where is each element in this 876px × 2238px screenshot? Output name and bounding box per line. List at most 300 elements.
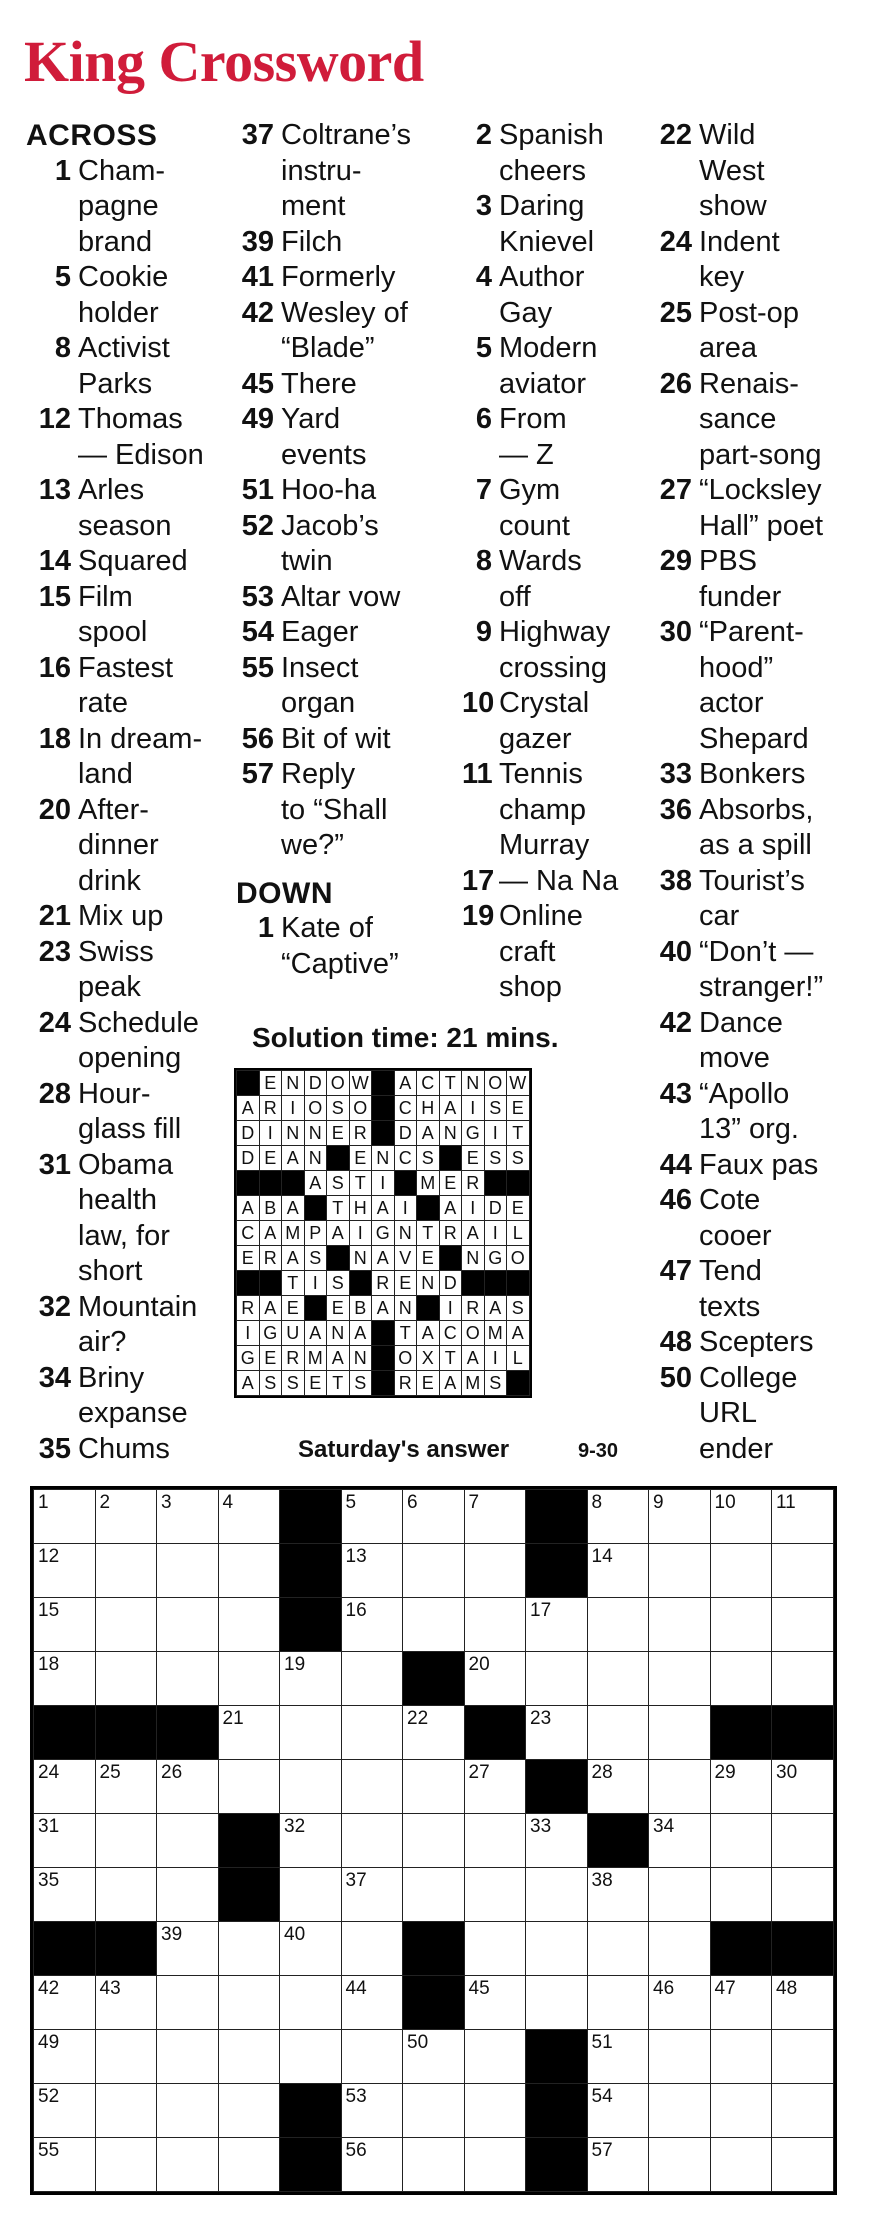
grid-cell[interactable] xyxy=(280,1814,342,1868)
grid-cell[interactable] xyxy=(341,1760,403,1814)
clue-number: 5 xyxy=(475,332,492,364)
clue-text: Daring Knievel xyxy=(499,190,595,258)
grid-cell[interactable] xyxy=(34,1652,96,1706)
clue-item[interactable] xyxy=(26,580,231,651)
grid-cell[interactable] xyxy=(341,2138,403,2192)
solution-cell: X xyxy=(417,1346,440,1371)
grid-cell[interactable] xyxy=(587,2084,649,2138)
crossword-grid[interactable] xyxy=(30,1486,837,2195)
solution-cell: I xyxy=(372,1171,395,1196)
solution-block xyxy=(484,1271,507,1296)
grid-cell[interactable] xyxy=(95,1814,157,1868)
cell-number: 5 xyxy=(345,1492,357,1513)
grid-cell[interactable] xyxy=(526,1976,588,2030)
clue-number: 55 xyxy=(241,651,274,684)
clue-text: Hoo-ha xyxy=(281,474,377,506)
grid-cell[interactable] xyxy=(526,1922,588,1976)
solution-block xyxy=(304,1196,327,1221)
clue-item[interactable] xyxy=(236,225,458,261)
clue-item[interactable] xyxy=(462,864,647,900)
grid-cell[interactable] xyxy=(280,1706,342,1760)
clue-item[interactable] xyxy=(462,118,647,189)
grid-cell[interactable] xyxy=(341,1814,403,1868)
clue-number: 51 xyxy=(241,474,274,506)
clue-item[interactable] xyxy=(462,615,647,686)
clue-item[interactable] xyxy=(236,911,458,982)
clue-item[interactable] xyxy=(236,615,458,651)
grid-cell[interactable] xyxy=(218,1652,280,1706)
solution-cell: E xyxy=(259,1346,282,1371)
solution-cell: O xyxy=(507,1246,530,1271)
grid-cell[interactable] xyxy=(34,1814,96,1868)
solution-cell: S xyxy=(484,1371,507,1396)
grid-cell[interactable] xyxy=(95,1490,157,1544)
grid-cell[interactable] xyxy=(280,1976,342,2030)
grid-cell[interactable] xyxy=(157,1544,219,1598)
clue-item[interactable] xyxy=(462,757,647,864)
grid-cell[interactable] xyxy=(403,2030,465,2084)
grid-cell[interactable] xyxy=(649,1490,711,1544)
grid-block xyxy=(526,1490,588,1544)
clue-item[interactable] xyxy=(236,118,458,225)
grid-cell[interactable] xyxy=(710,2030,772,2084)
clue-item[interactable] xyxy=(652,864,876,935)
cell-number: 27 xyxy=(468,1762,490,1783)
solution-cell: B xyxy=(349,1296,372,1321)
clue-text: Bit of wit xyxy=(281,722,391,755)
clue-item[interactable] xyxy=(652,1183,876,1254)
grid-cell[interactable] xyxy=(403,2084,465,2138)
clue-item[interactable] xyxy=(236,722,458,758)
clue-text: Filch xyxy=(281,225,343,258)
grid-cell[interactable] xyxy=(587,2030,649,2084)
clue-number: 37 xyxy=(241,119,274,151)
grid-cell[interactable] xyxy=(34,1976,96,2030)
grid-cell[interactable] xyxy=(649,1652,711,1706)
clue-item[interactable] xyxy=(236,757,458,864)
solution-cell: S xyxy=(417,1146,440,1171)
grid-cell[interactable] xyxy=(403,1868,465,1922)
grid-cell[interactable] xyxy=(710,2084,772,2138)
grid-cell[interactable] xyxy=(403,2138,465,2192)
grid-cell[interactable] xyxy=(710,1760,772,1814)
cell-number: 17 xyxy=(530,1600,552,1621)
solution-cell: I xyxy=(304,1271,327,1296)
clue-item[interactable] xyxy=(26,402,231,473)
grid-cell[interactable] xyxy=(587,1652,649,1706)
solution-cell: A xyxy=(417,1321,440,1346)
clue-item[interactable] xyxy=(462,260,647,331)
grid-cell[interactable] xyxy=(649,1868,711,1922)
clue-item[interactable] xyxy=(26,1432,231,1468)
grid-cell[interactable] xyxy=(710,1976,772,2030)
grid-cell[interactable] xyxy=(772,1598,834,1652)
solution-cell: R xyxy=(462,1296,485,1321)
cell-number: 50 xyxy=(407,2032,429,2053)
solution-cell: O xyxy=(462,1321,485,1346)
grid-cell[interactable] xyxy=(95,1868,157,1922)
clue-item[interactable] xyxy=(652,1361,876,1468)
grid-cell[interactable] xyxy=(464,1814,526,1868)
clue-item[interactable] xyxy=(652,935,876,1006)
cell-number: 39 xyxy=(161,1924,183,1945)
grid-cell[interactable] xyxy=(772,1976,834,2030)
clue-item[interactable] xyxy=(462,544,647,615)
grid-cell[interactable] xyxy=(95,1598,157,1652)
solution-block xyxy=(372,1096,395,1121)
clue-item[interactable] xyxy=(462,331,647,402)
clue-item[interactable] xyxy=(236,580,458,616)
grid-cell[interactable] xyxy=(403,1490,465,1544)
grid-cell[interactable] xyxy=(280,1868,342,1922)
grid-cell[interactable] xyxy=(526,1706,588,1760)
grid-cell[interactable] xyxy=(710,1868,772,1922)
grid-cell[interactable] xyxy=(772,2084,834,2138)
grid-cell[interactable] xyxy=(95,1976,157,2030)
grid-cell[interactable] xyxy=(157,1922,219,1976)
grid-cell[interactable] xyxy=(341,1598,403,1652)
grid-cell[interactable] xyxy=(341,2084,403,2138)
solution-cell: B xyxy=(259,1196,282,1221)
solution-cell: N xyxy=(462,1246,485,1271)
grid-cell[interactable] xyxy=(710,1598,772,1652)
clue-item[interactable] xyxy=(26,899,231,935)
grid-cell[interactable] xyxy=(772,2030,834,2084)
clue-number: 41 xyxy=(241,261,274,293)
grid-cell[interactable] xyxy=(649,1922,711,1976)
grid-cell[interactable] xyxy=(157,1814,219,1868)
clue-item[interactable] xyxy=(26,722,231,793)
grid-cell[interactable] xyxy=(526,1652,588,1706)
clue-text: Scepters xyxy=(699,1326,814,1358)
solution-cell: S xyxy=(507,1146,530,1171)
grid-block xyxy=(772,1706,834,1760)
clue-item[interactable] xyxy=(652,1325,876,1361)
grid-cell[interactable] xyxy=(34,1544,96,1598)
grid-cell[interactable] xyxy=(649,1760,711,1814)
grid-cell[interactable] xyxy=(587,1976,649,2030)
clue-item[interactable] xyxy=(26,793,231,900)
grid-cell[interactable] xyxy=(341,1868,403,1922)
grid-cell[interactable] xyxy=(772,1652,834,1706)
clue-text: Hour- glass fill xyxy=(78,1077,182,1145)
clue-text: Wild West show xyxy=(699,119,767,222)
grid-cell[interactable] xyxy=(341,1976,403,2030)
clue-number: 44 xyxy=(659,1148,692,1181)
grid-cell[interactable] xyxy=(95,2084,157,2138)
clue-item[interactable] xyxy=(652,1006,876,1077)
clue-item[interactable] xyxy=(462,899,647,1006)
solution-cell: C xyxy=(417,1071,440,1096)
clue-number: 8 xyxy=(475,545,492,577)
clue-item[interactable] xyxy=(236,509,458,580)
cell-number: 15 xyxy=(38,1600,60,1621)
grid-cell[interactable] xyxy=(218,1706,280,1760)
solution-cell: E xyxy=(417,1371,440,1396)
clue-item[interactable] xyxy=(26,651,231,722)
grid-cell[interactable] xyxy=(403,1598,465,1652)
solution-cell: O xyxy=(349,1096,372,1121)
grid-cell[interactable] xyxy=(157,1598,219,1652)
grid-cell[interactable] xyxy=(710,1652,772,1706)
clue-item[interactable] xyxy=(26,1148,231,1290)
grid-cell[interactable] xyxy=(218,2138,280,2192)
clue-item[interactable] xyxy=(236,651,458,722)
grid-cell[interactable] xyxy=(403,1544,465,1598)
grid-cell[interactable] xyxy=(95,1544,157,1598)
clue-item[interactable] xyxy=(652,757,876,793)
cell-number: 14 xyxy=(591,1546,613,1567)
grid-cell[interactable] xyxy=(649,2030,711,2084)
clue-text: “Parent- hood” actor Shepard xyxy=(699,616,809,755)
grid-cell[interactable] xyxy=(157,1490,219,1544)
clue-item[interactable] xyxy=(236,367,458,403)
clue-number: 31 xyxy=(38,1148,71,1181)
grid-cell[interactable] xyxy=(341,1652,403,1706)
clue-item[interactable] xyxy=(652,1077,876,1148)
grid-cell[interactable] xyxy=(34,2030,96,2084)
clue-item[interactable] xyxy=(26,1290,231,1361)
clue-item[interactable] xyxy=(26,260,231,331)
grid-cell[interactable] xyxy=(464,1760,526,1814)
grid-cell[interactable] xyxy=(218,1598,280,1652)
solution-block xyxy=(372,1321,395,1346)
clue-text: Activist Parks xyxy=(78,332,170,400)
grid-cell[interactable] xyxy=(464,1922,526,1976)
grid-cell[interactable] xyxy=(34,1868,96,1922)
clue-number: 46 xyxy=(659,1184,692,1216)
clue-item[interactable] xyxy=(652,615,876,757)
grid-cell[interactable] xyxy=(95,2030,157,2084)
grid-cell[interactable] xyxy=(95,1760,157,1814)
grid-cell[interactable] xyxy=(341,1544,403,1598)
grid-cell[interactable] xyxy=(34,1598,96,1652)
grid-cell[interactable] xyxy=(587,1544,649,1598)
cell-number: 1 xyxy=(38,1492,49,1513)
clue-item[interactable] xyxy=(26,473,231,544)
clue-item[interactable] xyxy=(652,793,876,864)
grid-cell[interactable] xyxy=(772,1868,834,1922)
solution-block xyxy=(372,1071,395,1096)
solution-cell: E xyxy=(462,1146,485,1171)
solution-block xyxy=(394,1171,417,1196)
clues-column-2 xyxy=(236,118,458,982)
clue-number: 26 xyxy=(659,367,692,400)
clue-item[interactable] xyxy=(462,686,647,757)
solution-cell: A xyxy=(372,1296,395,1321)
grid-cell[interactable] xyxy=(649,1706,711,1760)
grid-cell[interactable] xyxy=(95,2138,157,2192)
clue-item[interactable] xyxy=(26,935,231,1006)
grid-cell[interactable] xyxy=(34,2138,96,2192)
grid-cell[interactable] xyxy=(649,1598,711,1652)
grid-cell[interactable] xyxy=(464,2138,526,2192)
grid-cell[interactable] xyxy=(341,2030,403,2084)
grid-cell[interactable] xyxy=(157,1976,219,2030)
clue-item[interactable] xyxy=(652,296,876,367)
solution-cell: W xyxy=(349,1071,372,1096)
grid-cell[interactable] xyxy=(280,1652,342,1706)
grid-cell[interactable] xyxy=(34,2084,96,2138)
grid-cell[interactable] xyxy=(587,1490,649,1544)
clue-item[interactable] xyxy=(652,473,876,544)
grid-cell[interactable] xyxy=(218,2030,280,2084)
grid-cell[interactable] xyxy=(710,1490,772,1544)
grid-cell[interactable] xyxy=(157,1868,219,1922)
clue-item[interactable] xyxy=(652,544,876,615)
grid-cell[interactable] xyxy=(280,2030,342,2084)
clue-list xyxy=(236,911,458,982)
grid-cell[interactable] xyxy=(587,2138,649,2192)
solution-block xyxy=(507,1171,530,1196)
clue-item[interactable] xyxy=(652,1254,876,1325)
grid-cell[interactable] xyxy=(649,1976,711,2030)
solution-cell: N xyxy=(304,1146,327,1171)
clue-item[interactable] xyxy=(26,544,231,580)
grid-cell[interactable] xyxy=(403,1706,465,1760)
clue-number: 17 xyxy=(462,864,495,897)
cell-number: 45 xyxy=(468,1978,490,1999)
grid-cell[interactable] xyxy=(218,1976,280,2030)
grid-cell[interactable] xyxy=(587,1760,649,1814)
clue-item[interactable] xyxy=(236,260,458,296)
clue-number: 21 xyxy=(38,900,71,932)
grid-cell[interactable] xyxy=(403,1814,465,1868)
grid-cell[interactable] xyxy=(526,1814,588,1868)
grid-cell[interactable] xyxy=(710,2138,772,2192)
grid-cell[interactable] xyxy=(218,1760,280,1814)
clue-item[interactable] xyxy=(652,225,876,296)
solution-cell: R xyxy=(462,1171,485,1196)
solution-cell: T xyxy=(439,1071,462,1096)
clue-item[interactable] xyxy=(236,402,458,473)
grid-cell[interactable] xyxy=(772,1760,834,1814)
solution-block xyxy=(417,1296,440,1321)
grid-block xyxy=(280,2138,342,2192)
clue-number: 10 xyxy=(462,687,495,719)
grid-cell[interactable] xyxy=(464,1598,526,1652)
cell-number: 13 xyxy=(345,1546,367,1567)
clue-number: 19 xyxy=(462,900,495,932)
grid-cell[interactable] xyxy=(772,1490,834,1544)
clue-item[interactable] xyxy=(462,473,647,544)
cell-number: 9 xyxy=(653,1492,664,1513)
clue-text: Arles season xyxy=(78,474,172,542)
solution-cell: R xyxy=(282,1346,305,1371)
clue-item[interactable] xyxy=(652,367,876,474)
clue-item[interactable] xyxy=(26,331,231,402)
clue-number: 33 xyxy=(659,758,692,790)
solution-block xyxy=(327,1246,350,1271)
clue-text: “Locksley Hall” poet xyxy=(699,474,824,542)
clue-number: 5 xyxy=(54,261,71,293)
solution-cell: E xyxy=(439,1171,462,1196)
grid-block xyxy=(34,1706,96,1760)
grid-cell[interactable] xyxy=(710,1814,772,1868)
grid-cell[interactable] xyxy=(649,2084,711,2138)
grid-cell[interactable] xyxy=(341,1922,403,1976)
grid-cell[interactable] xyxy=(280,1760,342,1814)
grid-cell[interactable] xyxy=(218,1544,280,1598)
grid-cell[interactable] xyxy=(587,1598,649,1652)
grid-cell[interactable] xyxy=(157,1652,219,1706)
grid-cell[interactable] xyxy=(280,1922,342,1976)
grid-cell[interactable] xyxy=(341,1490,403,1544)
grid-cell[interactable] xyxy=(341,1706,403,1760)
solution-cell: R xyxy=(394,1371,417,1396)
clue-text: From — Z xyxy=(499,403,567,471)
grid-cell[interactable] xyxy=(157,2030,219,2084)
clue-item[interactable] xyxy=(26,1077,231,1148)
clue-item[interactable] xyxy=(236,473,458,509)
grid-cell[interactable] xyxy=(464,1868,526,1922)
grid-cell[interactable] xyxy=(772,1544,834,1598)
grid-cell[interactable] xyxy=(34,1490,96,1544)
grid-cell[interactable] xyxy=(157,2084,219,2138)
cell-number: 30 xyxy=(776,1762,798,1783)
grid-cell[interactable] xyxy=(649,1544,711,1598)
grid-cell[interactable] xyxy=(34,1760,96,1814)
grid-cell[interactable] xyxy=(464,1544,526,1598)
solution-cell: S xyxy=(304,1246,327,1271)
grid-cell[interactable] xyxy=(157,1760,219,1814)
clue-item[interactable] xyxy=(236,296,458,367)
grid-cell[interactable] xyxy=(772,1814,834,1868)
grid-cell[interactable] xyxy=(649,2138,711,2192)
solution-cell: O xyxy=(327,1071,350,1096)
solution-cell: I xyxy=(484,1221,507,1246)
grid-cell[interactable] xyxy=(526,1868,588,1922)
solution-cell: I xyxy=(484,1346,507,1371)
solution-block xyxy=(507,1271,530,1296)
clue-number: 3 xyxy=(475,190,492,222)
cell-number: 55 xyxy=(38,2140,60,2161)
solution-cell: D xyxy=(304,1071,327,1096)
grid-cell[interactable] xyxy=(464,2084,526,2138)
clue-item[interactable] xyxy=(652,118,876,225)
cell-number: 53 xyxy=(345,2086,367,2107)
grid-cell[interactable] xyxy=(587,1868,649,1922)
grid-cell[interactable] xyxy=(464,2030,526,2084)
grid-cell[interactable] xyxy=(464,1652,526,1706)
clue-item[interactable] xyxy=(26,1361,231,1432)
clue-list xyxy=(462,118,647,1006)
clue-item[interactable] xyxy=(652,1148,876,1184)
clue-item[interactable] xyxy=(26,154,231,261)
clue-item[interactable] xyxy=(462,189,647,260)
grid-cell[interactable] xyxy=(157,2138,219,2192)
clue-text: Online craft shop xyxy=(499,900,583,1003)
grid-cell[interactable] xyxy=(218,1490,280,1544)
grid-cell[interactable] xyxy=(95,1652,157,1706)
grid-cell[interactable] xyxy=(587,1922,649,1976)
page-title: King Crossword xyxy=(24,29,424,94)
grid-cell[interactable] xyxy=(403,1760,465,1814)
clue-list xyxy=(652,118,876,1467)
clue-item[interactable] xyxy=(462,402,647,473)
grid-cell[interactable] xyxy=(649,1814,711,1868)
grid-cell[interactable] xyxy=(464,1976,526,2030)
grid-cell[interactable] xyxy=(464,1490,526,1544)
grid-cell[interactable] xyxy=(587,1706,649,1760)
grid-cell[interactable] xyxy=(710,1544,772,1598)
grid-cell[interactable] xyxy=(526,1598,588,1652)
grid-cell[interactable] xyxy=(218,2084,280,2138)
grid-cell[interactable] xyxy=(772,2138,834,2192)
grid-cell[interactable] xyxy=(218,1922,280,1976)
clue-item[interactable] xyxy=(26,1006,231,1077)
solution-cell: E xyxy=(259,1071,282,1096)
